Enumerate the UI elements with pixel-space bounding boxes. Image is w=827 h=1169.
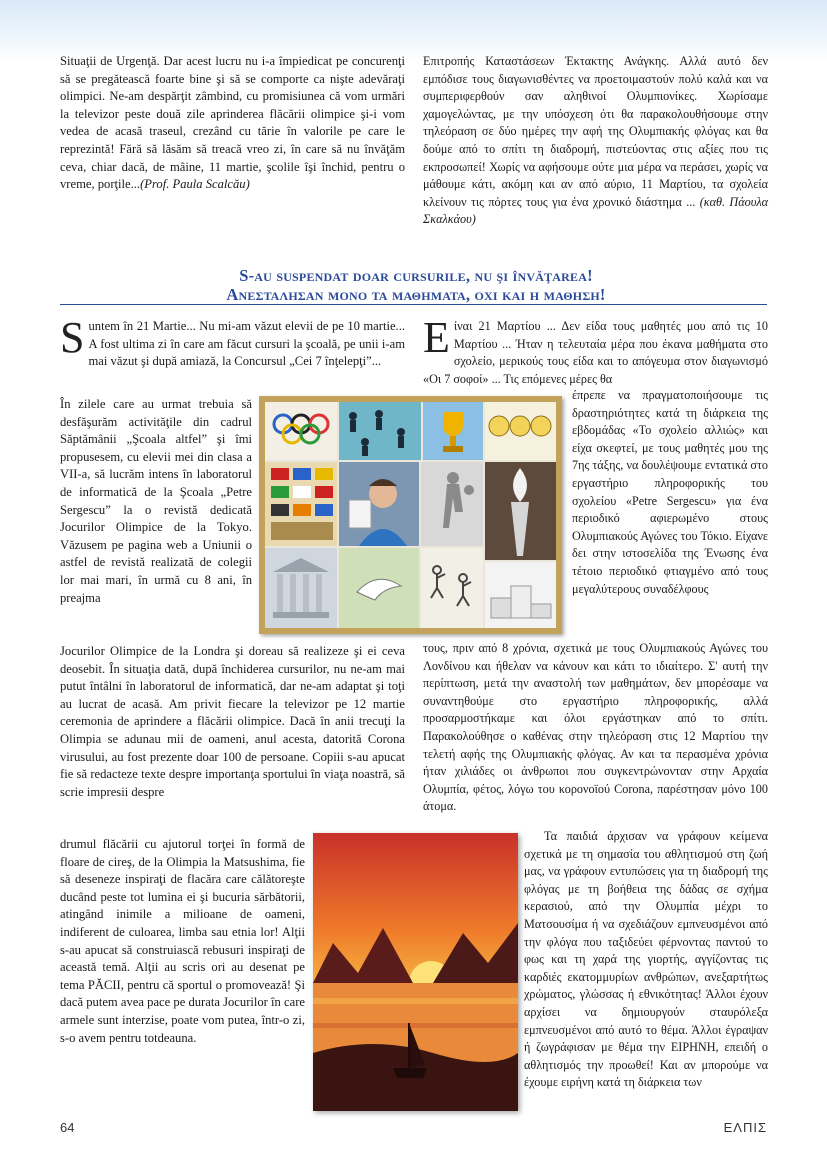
top-right-paragraph	[423, 53, 768, 229]
olympic-torch-drawing	[485, 462, 556, 560]
left-paragraph-2-text: În zilele care au urmat trebuia să desfăşurăm activităţile din cadrul Săptămânii „Şcoala altfel” şi îmi propusesem, cu elevii mei din clasa a VII-a, să lucrăm intens în laboratorul de informatică de la Şcoala „Petre Sergescu” la o revistă dedicată Jocurilor Olimpice de la Tokyo. Văzusem pe pagina web a Uniunii o astfel de revistă realizată de colegii lor mai mari, în urmă cu 8 ani, în preajma	[60, 397, 252, 605]
top-left-paragraph	[60, 53, 405, 194]
flags-mosaic-drawing	[265, 462, 337, 546]
right-paragraph-3	[423, 640, 768, 828]
page-number: 64	[60, 1120, 75, 1135]
magazine-name: ΕΛΠΙΣ	[723, 1120, 767, 1135]
right-paragraph-4	[524, 828, 768, 1118]
dove-drawing	[339, 548, 419, 628]
runners-drawing	[421, 548, 483, 628]
trophy-drawing	[423, 402, 483, 460]
headline-greek: Ανεσταλησαν μονο τα μαθηματα, οχι και η μαθηση!	[226, 285, 606, 304]
top-right-text: Επιτροπής Καταστάσεων Έκτακτης Ανάγκης. Αλλά αυτό δεν εμπόδισε τους διαγωνισθέντες να προετοιμαστούν πολύ καλά και να συμπεριφερθούν σαν αληθινοί Ολυμπιονίκες. Χωρίσαμε χαμογελώντας, με την υπόσχεση ότι θα παρακολουθήσουμε στην τηλεόραση σε δύο ημέρες την αφή της Ολυμπιακής φλόγας και θα δούμε από το σπίτι τη διαδρομή, πιστεύοντας στις αξίες που τις εκπροσωπεί! Χωρίς να αφήσουμε ούτε μια μέρα να περάσει, χωρίς να μάθουμε κάτι, ακόμη και αν από αύριο, 11 Μαρτίου, τα σχολεία κλείνουν τις πόρτες τους για ένα χρονικό διάστημα ...	[423, 54, 768, 209]
athletes-silhouettes-drawing	[339, 402, 421, 460]
right-dropcap: Ε	[423, 313, 450, 362]
right-paragraph-2-text: έπρεπε να πραγματοποιήσουμε τις δραστηριότητες κατά τη διάρκεια της εβδομάδας «Το σχολείο αλλιώς» και είχα σκεφτεί, με τους μαθητές μου της 7ης τάξης, να δουλέψουμε εντατικά στο εργαστήριο πληροφορικής του σχολείου «Petre Sergescu» για ένα περιοδικό αφιερωμένο στους Ολυμπιακούς Αγώνες του Τόκιο. Είχανε δει στην ιστοσελίδα της Ένωσης ένα τέτοιο περιοδικό φτιαγμένο από τους μεγαλύτερους συναδέλφους	[572, 388, 768, 596]
right-paragraph-2	[572, 387, 768, 641]
olympic-rings-drawing	[265, 402, 337, 460]
right-paragraph-4-text: Τα παιδιά άρχισαν να γράφουν κείμενα σχετικά με τη σημασία του αθλητισμού στη ζωή μας, να γράφουν εντυπώσεις για τη διαδρομή της φλόγας με τη βοήθεια της δάδας σε σχήμα κερασιού, από την Ολυμπία μέχρι το Ματσουσίμα ή να σχεδιάζουν εμπνευσμένοι από την φλόγα που ταξιδεύει φέρνοντας παντού το φως και τη χαρά της γιορτής, αγγίζοντας τις καρδιές εκατομμυρίων ανθρώπων, ανεξαρτήτως χρώματος, γλώσσας ή εθνικότητας! Άλλοι έχουν αρχίσει να δημιουργούν σταυρόλεξα εμπνευσμένοι από αυτό το θέμα. Άλλοι έγραψαν ή ζωγράφισαν με θέμα την ΕΙΡΗΝΗ, επειδή ο αθλητισμός την προωθεί! Και αν μπορούμε να έχουμε ειρήνη κατά τη διάρκεια των	[524, 829, 768, 1090]
sunset-sailboat-painting	[313, 833, 518, 1111]
discus-thrower-drawing	[421, 462, 483, 546]
right-intro-text: ίναι 21 Μαρτίου ... Δεν είδα τους μαθητές μου από τις 10 Μαρτίου ... Ήταν η τελευταία μέρα που έκανα μαθήματα στο σχολείο, μερικούς τους είδα και το απόγευμα στον διαγωνισμό «Οι 7 σοφοί» ... Τις επόμενες μέρες θα	[423, 319, 768, 386]
left-intro-text: untem în 21 Martie... Nu mi-am văzut elevii de pe 10 martie... A fost ultima zi în care am făcut cursuri la şcoală, pe unii i-am mai văzut şi după amiază, la Concursul „Cei 7 înţelepţi”...	[88, 319, 405, 369]
left-paragraph-4	[60, 836, 305, 1114]
olympic-drawings-collage	[259, 396, 562, 634]
left-intro-paragraph	[60, 313, 405, 396]
temple-drawing	[265, 548, 337, 628]
left-dropcap: S	[60, 313, 85, 362]
article-headline	[96, 266, 736, 304]
podium-drawing	[485, 562, 556, 628]
left-paragraph-3	[60, 643, 405, 835]
headline-romanian: S-au suspendat doar cursurile, nu şi învăţarea!	[239, 266, 593, 285]
left-paragraph-2	[60, 396, 252, 642]
top-right-signature: (καθ. Πάουλα Σκαλκάου)	[423, 194, 768, 227]
student-photo	[339, 462, 419, 546]
olympic-rings-fruit-drawing	[485, 402, 556, 460]
left-paragraph-4-text: drumul flăcării cu ajutorul torţei în formă de floare de cireş, de la Olimpia la Matsushima, fie să deseneze inspiraţi de flacăra care călătoreşte ducând peste tot lumina ei şi bucuria sărbătorii, atingând inimile a milioane de oameni, indiferent de culoarea, limba sau etnia lor! Alţii s-au apucat să construiască rebusuri inspiraţi de această temă. Alţii au scris ori au desenat pe tema PĂCII, pentru că sportul o promovează! Şi dacă putem avea pace pe durata Jocurilor în care armele sunt interzise, poate vom putea, într-o zi, s-o avem pentru totdeauna.	[60, 837, 305, 1045]
headline-divider	[60, 304, 767, 305]
top-left-text: Situaţii de Urgenţă. Dar acest lucru nu i-a împiedicat pe concurenţi să se pregătească foarte bine şi să se comporte ca nişte adevăraţi olimpici. Ne-am despărţit zâmbind, cu promisiunea că vom urmări la televizor peste două zile aprinderea flăcării olimpice şi-i vom vedea de acasă traseul, crezând cu tărie în valorile pe care le reprezintă! Fără să lăsăm să treacă vreo zi, în care să nu învăţăm ceva, chiar dacă, de mâine, 11 martie, şcolile îşi închid, pentru o vreme, porţile...	[60, 54, 405, 192]
left-paragraph-3-text: Jocurilor Olimpice de la Londra şi doreau să realizeze şi ei ceva deosebit. În situaţia dată, după închiderea cursurilor, nu ne-am mai putut întâlni în laboratorul de informatică, dar ne-am adaptat şi toţi au lucrat de acasă. Am privit fiecare la televizor pe 12 martie ceremonia de aprindere a flăcării olimpice. Dacă în anii trecuţi la Olimpia se adunau mii de oameni, anul acesta, datorită Corona virusului, au fost prezente doar 100 de persoane. Copiii s-au apucat fie să redacteze texte despre importanţa sportului în viaţa noastră, să scrie impresii despre	[60, 644, 405, 799]
right-intro-paragraph	[423, 313, 768, 388]
right-paragraph-3-text: τους, πριν από 8 χρόνια, σχετικά με τους Ολυμπιακούς Αγώνες του Λονδίνου και ήθελαν να κάνουν και κάτι το ιδιαίτερο. Σ' αυτή την περίπτωση, μετά την αναστολή των μαθημάτων, δεν μπορέσαμε να συναντηθούμε στο εργαστήριο πληροφορικής, αλλά προσαρμοστήκαμε και όλοι εργάστηκαν από το σπίτι. Παρακολούθησε ο καθένας στην τηλεόραση στις 12 Μαρτίου την τελετή αφής της Ολυμπιακής φλόγας. Αν και τα περασμένα χρόνια ήταν χιλιάδες οι άνθρωποι που συγκεντρώνονταν στην Αρχαία Ολυμπία, φέτος, λόγω του κορονοϊού Corona, παρέστησαν μόνο 100 άτομα.	[423, 641, 768, 814]
top-left-signature: (Prof. Paula Scalcău)	[140, 177, 250, 192]
